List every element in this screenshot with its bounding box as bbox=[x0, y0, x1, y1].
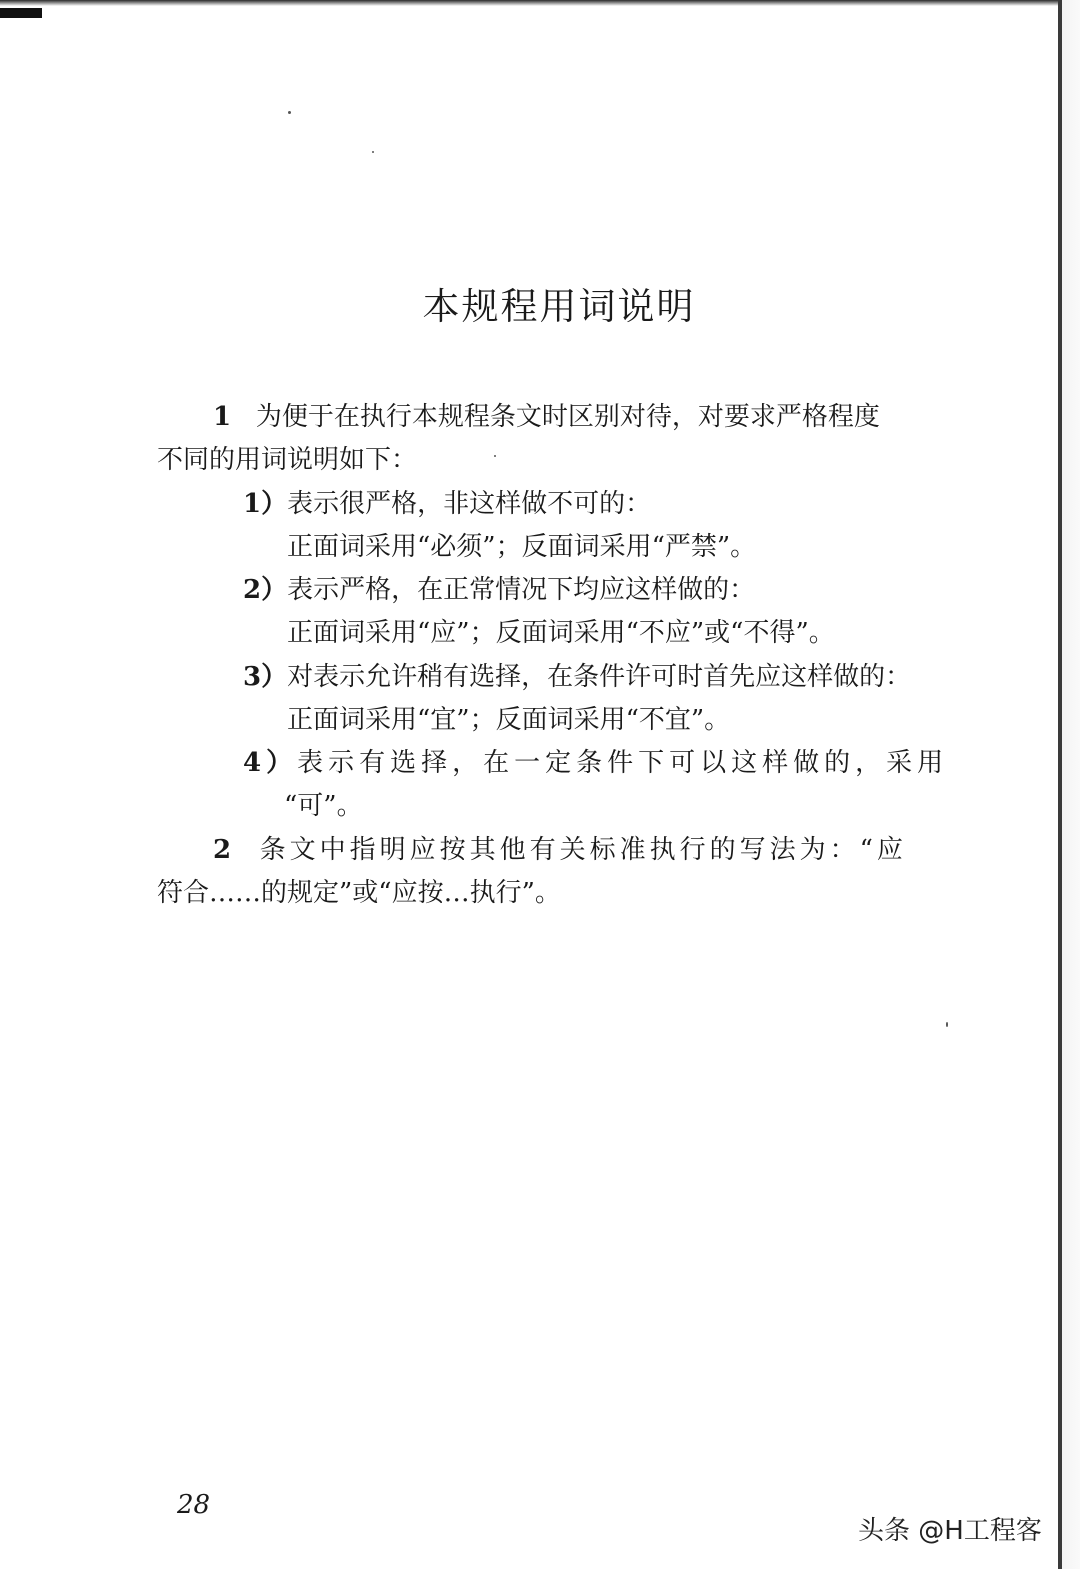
list-item bbox=[243, 569, 755, 612]
item-subtext: 正面词采用“必须”；反面词采用“严禁”。 bbox=[287, 532, 757, 562]
item-text: 表示有选择，在一定条件下可以这样做的，采用 bbox=[297, 748, 949, 778]
scan-speck bbox=[494, 455, 496, 457]
list-item bbox=[243, 483, 651, 526]
clause-2-line-2: 符合……的规定”或“应按…执行”。 bbox=[157, 878, 561, 908]
list-item bbox=[243, 656, 911, 699]
item-label: 3） bbox=[243, 662, 288, 692]
clause-1-line-1 bbox=[213, 396, 880, 439]
scan-edge-right bbox=[1058, 0, 1062, 1569]
clause-1-text: 为便于在执行本规程条文时区别对待，对要求严格程度 bbox=[255, 402, 880, 432]
scan-edge-shade bbox=[1062, 0, 1080, 1569]
scan-speck bbox=[372, 151, 374, 153]
clause-2-number: 2 bbox=[213, 835, 236, 865]
scan-edge-top bbox=[0, 0, 1080, 6]
list-item bbox=[243, 742, 948, 785]
clause-2-line-1 bbox=[213, 829, 907, 872]
clause-2-text: 条文中指明应按其他有关标准执行的写法为：“应 bbox=[259, 835, 907, 865]
page-number: 28 bbox=[177, 1490, 211, 1520]
item-subtext: “可”。 bbox=[284, 791, 363, 821]
page-title: 本规程用词说明 bbox=[422, 285, 696, 328]
item-subtext: 正面词采用“宜”；反面词采用“不宜”。 bbox=[287, 705, 731, 735]
clause-1-line-2: 不同的用词说明如下： bbox=[157, 445, 418, 475]
item-text: 表示很严格，非这样做不可的： bbox=[287, 489, 652, 519]
scan-mark bbox=[0, 8, 42, 18]
clause-1-number: 1 bbox=[213, 402, 232, 432]
scan-speck bbox=[946, 1022, 948, 1027]
item-text: 表示严格，在正常情况下均应这样做的： bbox=[287, 575, 756, 605]
item-label: 1） bbox=[243, 489, 288, 519]
item-label: 4） bbox=[243, 748, 298, 778]
item-text: 对表示允许稍有选择，在条件许可时首先应这样做的： bbox=[287, 662, 912, 692]
watermark-text: 头条 @H工程客 bbox=[858, 1516, 1042, 1546]
item-label: 2） bbox=[243, 575, 288, 605]
item-subtext: 正面词采用“应”；反面词采用“不应”或“不得”。 bbox=[287, 618, 835, 648]
scan-speck bbox=[288, 111, 291, 114]
